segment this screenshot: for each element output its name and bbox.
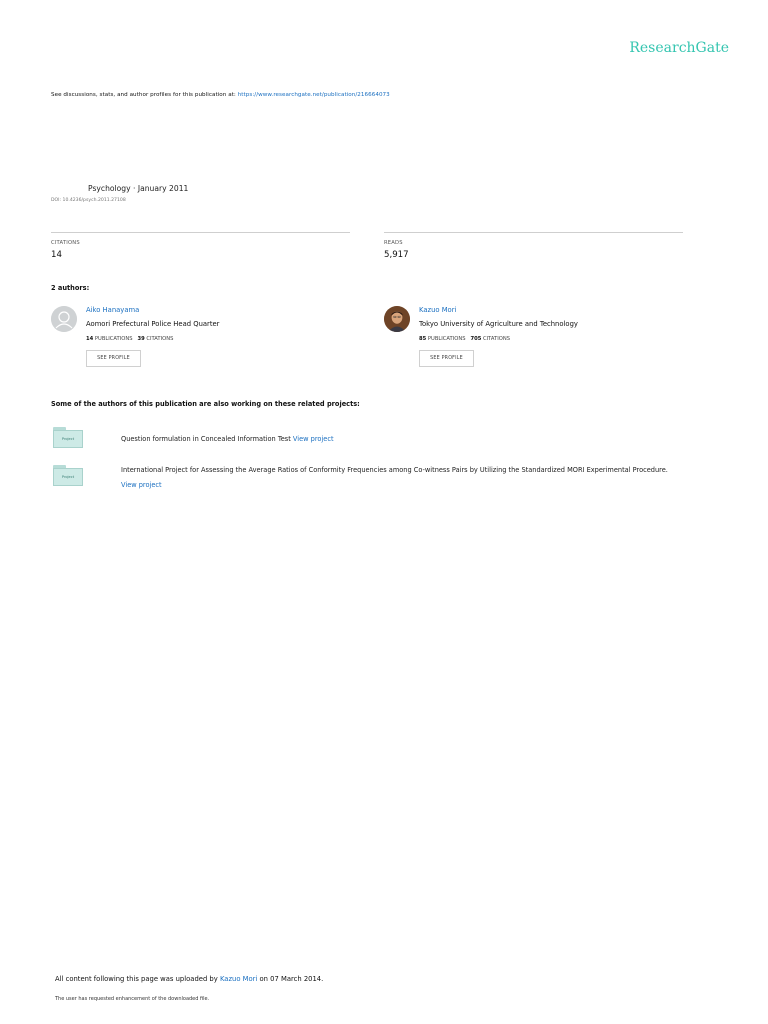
author-metrics: [419, 336, 510, 342]
author-name-link[interactable]: Kazuo Mori: [419, 306, 457, 314]
author-name-link[interactable]: Aiko Hanayama: [86, 306, 140, 314]
upload-prefix: All content following this page was uploaded by: [55, 975, 218, 983]
author-metrics: [86, 336, 173, 342]
project-icon-label: Project: [53, 468, 83, 486]
project-text: [121, 432, 334, 447]
author-photo[interactable]: [384, 306, 410, 332]
upload-note: [55, 975, 323, 983]
publications-label: PUBLICATIONS: [94, 336, 133, 342]
user-placeholder-icon[interactable]: [51, 306, 77, 332]
uploader-link[interactable]: Kazuo Mori: [219, 975, 258, 983]
enhancement-note: The user has requested enhancement of the downloaded file.: [55, 996, 210, 1002]
reads-value: 5,917: [384, 250, 409, 260]
author-citations-label: CITATIONS: [146, 336, 174, 342]
author-institution: Aomori Prefectural Police Head Quarter: [86, 320, 220, 328]
publications-count: 85: [419, 336, 427, 342]
upload-suffix: on 07 March 2014.: [259, 975, 324, 983]
project-folder-icon[interactable]: [53, 465, 83, 486]
view-project-link[interactable]: View project: [121, 480, 162, 489]
researchgate-logo[interactable]: ResearchGate: [629, 40, 729, 56]
reads-label: READS: [384, 240, 403, 246]
project-title: Question formulation in Concealed Information Test: [121, 435, 291, 443]
doi-text: DOI: 10.4236/psych.2011.27108: [51, 198, 126, 203]
author-citations-count: 39: [137, 336, 145, 342]
author-citations-count: 705: [470, 336, 482, 342]
author-institution: Tokyo University of Agriculture and Technology: [419, 320, 578, 328]
see-profile-button[interactable]: SEE PROFILE: [419, 350, 474, 367]
project-icon-label: Project: [53, 430, 83, 448]
publications-count: 14: [86, 336, 94, 342]
discussion-line: [51, 92, 390, 98]
project-folder-icon[interactable]: [53, 427, 83, 448]
author-citations-label: CITATIONS: [482, 336, 511, 342]
project-title: International Project for Assessing the Average Ratios of Conformity Frequencies among Co-witness Pairs by Utilizing the Standardized MORI Experimental Procedure.: [121, 466, 668, 474]
journal-date: Psychology · January 2011: [88, 184, 189, 193]
publications-label: PUBLICATIONS: [427, 336, 466, 342]
project-text: [121, 463, 668, 492]
reads-divider: [384, 232, 683, 233]
discussion-prefix: See discussions, stats, and author profiles for this publication at:: [51, 92, 236, 98]
citations-divider: [51, 232, 350, 233]
related-projects-heading: Some of the authors of this publication are also working on these related projects:: [51, 400, 360, 408]
authors-heading: 2 authors:: [51, 284, 90, 292]
view-project-link[interactable]: View project: [292, 435, 334, 443]
publication-url-link[interactable]: https://www.researchgate.net/publication/216664073: [237, 92, 390, 98]
see-profile-button[interactable]: SEE PROFILE: [86, 350, 141, 367]
citations-value: 14: [51, 250, 62, 260]
citations-label: CITATIONS: [51, 240, 80, 246]
